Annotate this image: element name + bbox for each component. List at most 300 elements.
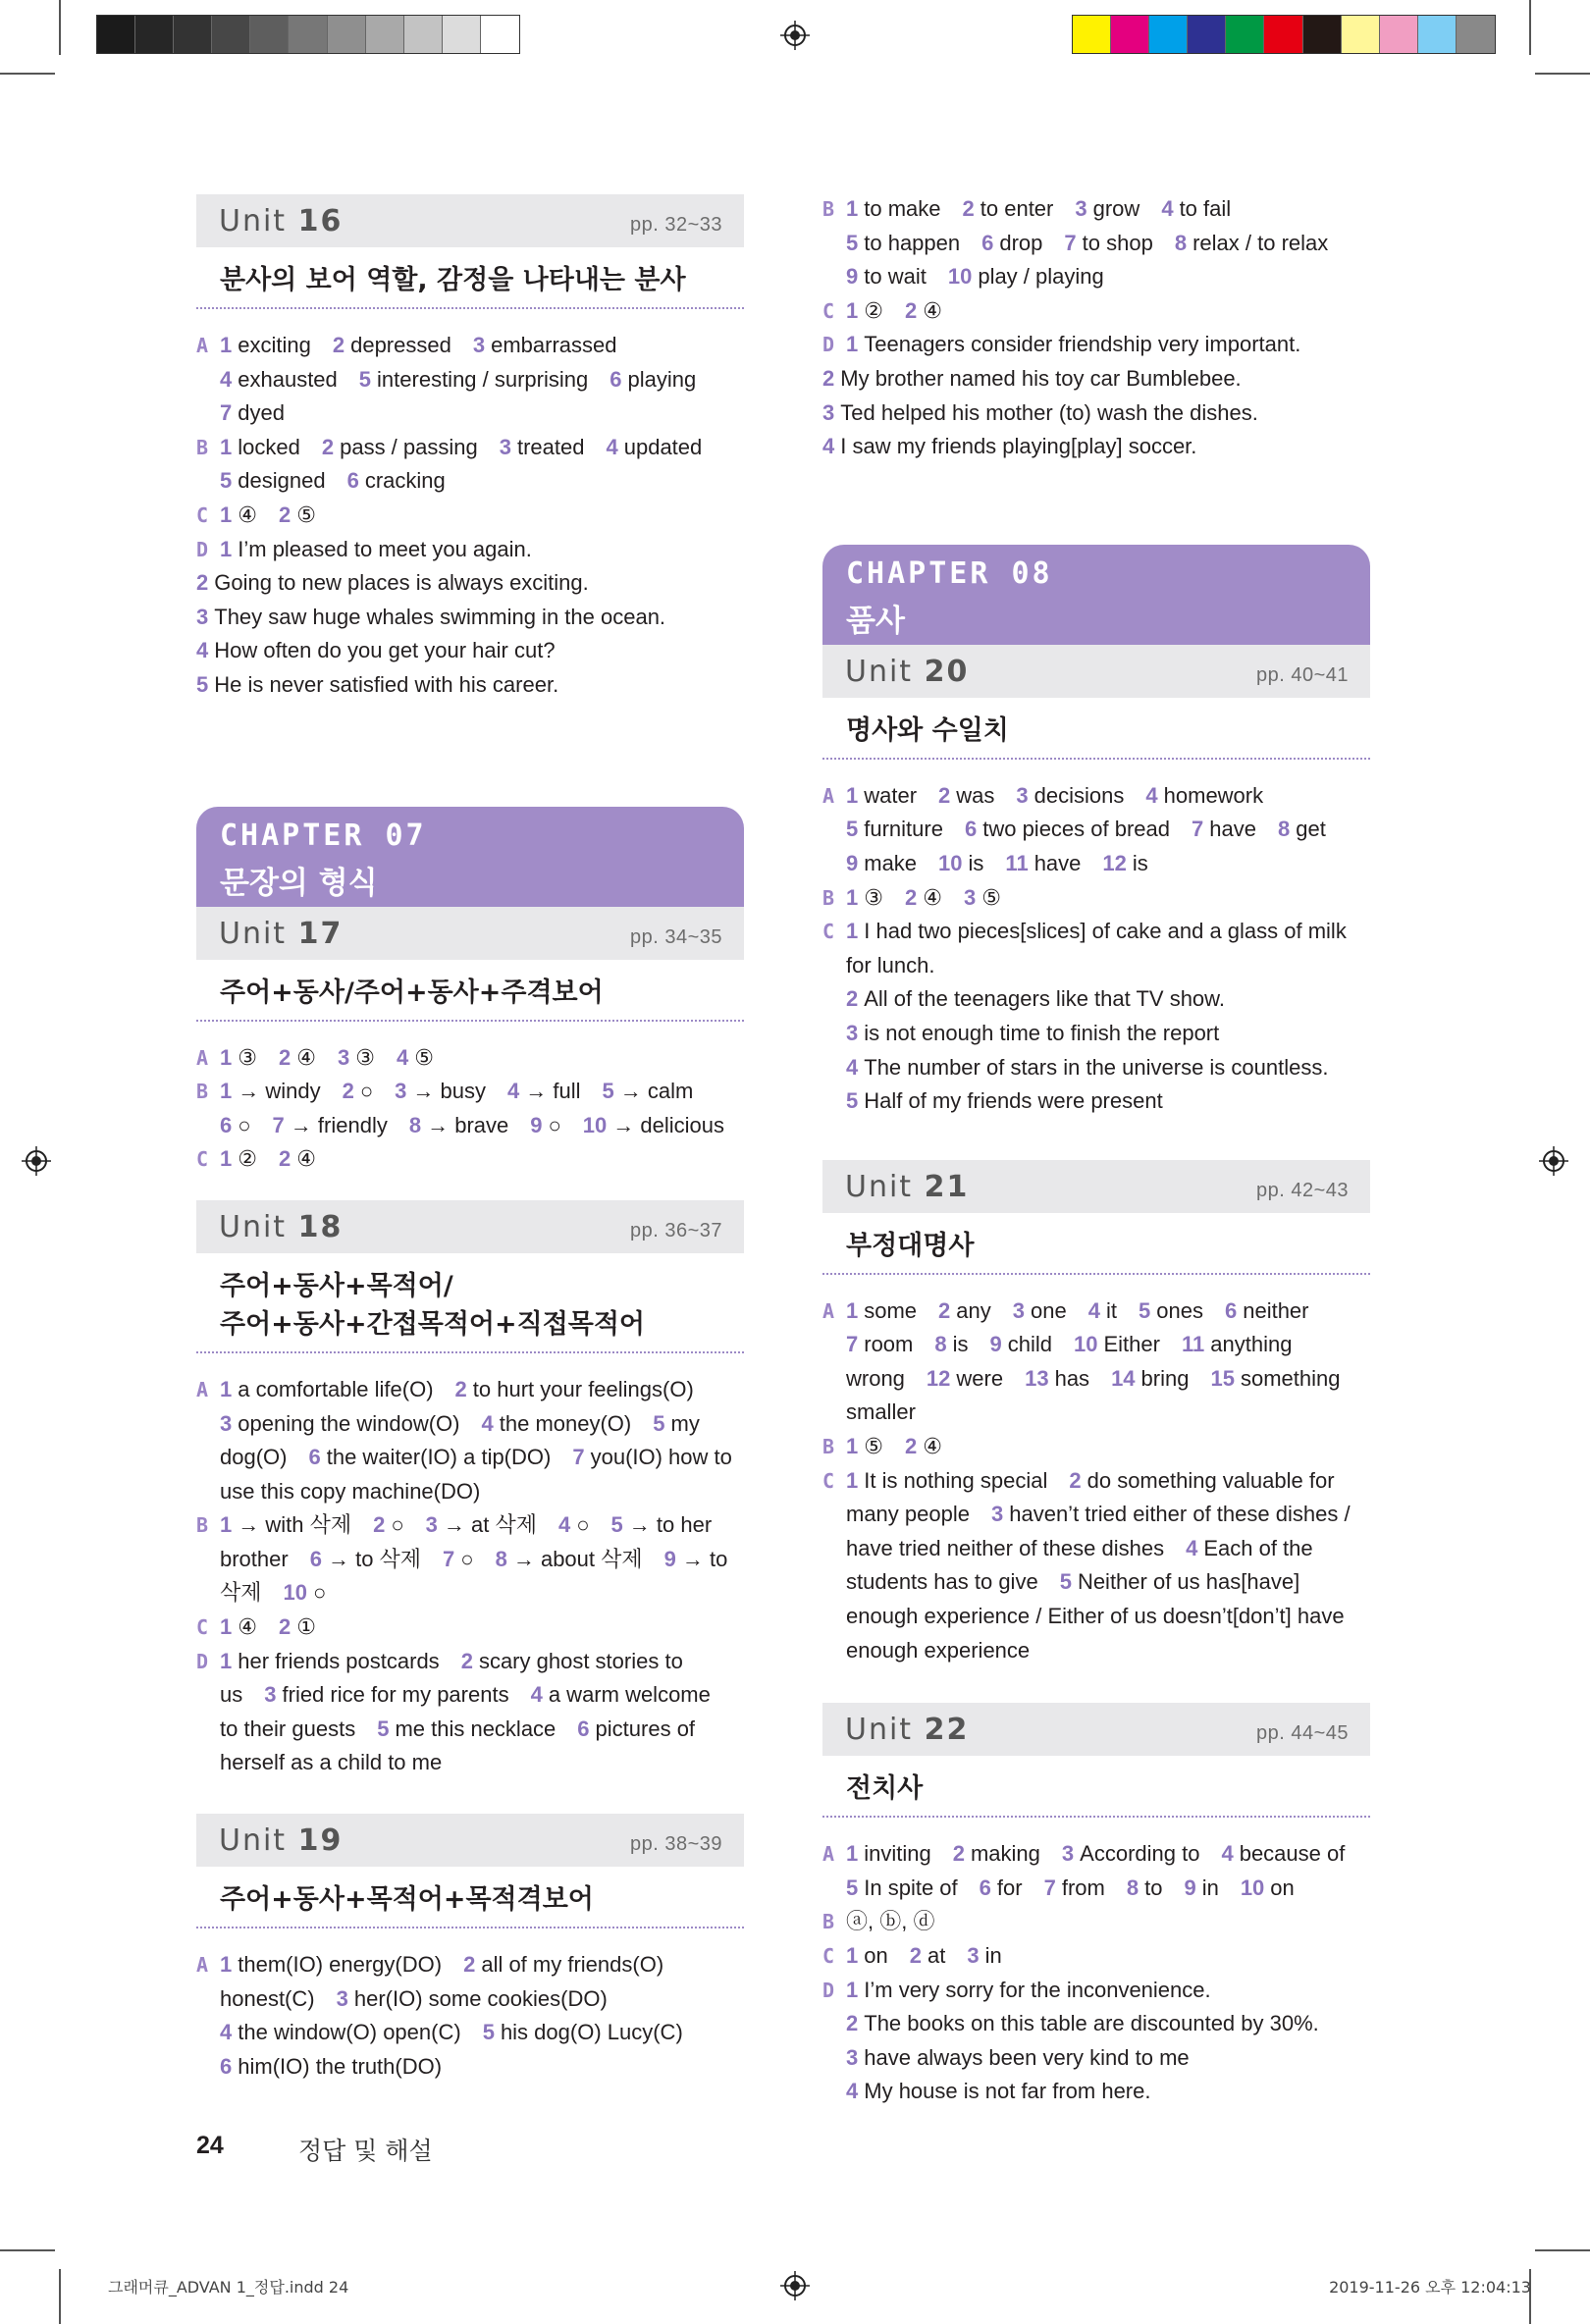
answer-text: make	[864, 850, 918, 875]
answer-item	[846, 2011, 1319, 2035]
answer-text: → with 삭제	[238, 1512, 352, 1538]
answer-item	[846, 851, 917, 875]
answer-number: 2	[342, 1079, 354, 1104]
answer-number: 2	[454, 1376, 467, 1401]
unit-label: Unit 19	[219, 1823, 344, 1859]
answer-text: is	[968, 850, 984, 875]
answer-text: were	[956, 1365, 1004, 1391]
answer-text: Each of the	[1203, 1535, 1313, 1560]
answer-text: in	[1201, 1875, 1219, 1900]
answer-number: 10	[947, 264, 973, 290]
answer-number: 10	[283, 1580, 307, 1606]
answer-row	[196, 2050, 744, 2085]
answer-item	[1005, 851, 1081, 875]
answer-text: ⑤	[864, 1434, 883, 1459]
answer-text: ⑤	[981, 884, 1001, 910]
unit-label: Unit 18	[219, 1209, 344, 1244]
answer-text: get	[1296, 817, 1326, 842]
answer-number: 12	[1102, 850, 1127, 875]
answer-number: 2	[1069, 1467, 1082, 1493]
answer-number: 6	[1224, 1297, 1238, 1323]
answer-row	[196, 464, 744, 499]
answer-text: I’m pleased to meet you again.	[238, 536, 532, 561]
answer-item	[938, 783, 994, 808]
answer-item	[333, 333, 451, 357]
answer-text: a warm welcome	[548, 1682, 711, 1708]
answer-text: smaller	[846, 1400, 916, 1425]
answer-item	[220, 435, 300, 459]
color-swatch	[366, 16, 404, 53]
answer-item	[905, 1434, 942, 1458]
answer-block	[196, 1373, 744, 1780]
answer-number: 5	[220, 468, 233, 494]
answer-item	[1127, 1875, 1163, 1900]
answer-number: 2	[196, 570, 209, 596]
answer-text: They saw huge whales swimming in the ocean.	[214, 604, 666, 629]
answer-row: B ⓐ, ⓑ, ⓓ	[822, 1909, 935, 1934]
answer-row	[822, 1600, 1370, 1634]
answer-text: → windy	[238, 1079, 321, 1104]
answer-text: ②	[864, 297, 883, 323]
answer-number: 5	[377, 1716, 390, 1741]
answer-item	[1221, 1841, 1345, 1866]
answer-item	[373, 1512, 404, 1537]
answer-text: I’m very sorry for the inconvenience.	[864, 1977, 1211, 2002]
answer-item	[991, 1502, 1351, 1526]
unit-title: 전치사	[846, 1773, 924, 1805]
answer-item	[284, 1580, 327, 1605]
answer-number: 7	[572, 1445, 585, 1470]
answer-item	[1102, 851, 1147, 875]
color-swatch	[1226, 16, 1264, 53]
answer-text: ④	[238, 1614, 257, 1640]
answer-number: 6	[309, 1546, 322, 1571]
answer-number: 1	[220, 1044, 233, 1070]
answer-number: 2	[962, 196, 975, 221]
answer-row	[196, 668, 744, 703]
answer-text: ○	[391, 1512, 404, 1538]
answer-number: 3	[1012, 1297, 1026, 1323]
answer-item	[558, 1512, 590, 1537]
answer-item	[846, 264, 927, 289]
answer-item	[1210, 1366, 1340, 1391]
answer-item	[846, 1298, 917, 1323]
answer-text: cracking	[364, 468, 446, 494]
answer-item	[220, 367, 338, 392]
answer-item	[220, 1113, 251, 1137]
unit-header	[822, 1703, 1370, 1756]
answer-number: 4	[557, 1512, 571, 1538]
answer-row	[196, 1543, 744, 1577]
unit-pages: pp. 38~39	[629, 1833, 722, 1856]
answer-text: drop	[999, 230, 1043, 255]
answer-item	[220, 1079, 321, 1103]
answer-text: relax / to relax	[1192, 230, 1329, 255]
answer-number: 7	[272, 1112, 285, 1137]
answer-row	[822, 2007, 1370, 2041]
answer-item	[846, 1332, 913, 1356]
answer-item	[461, 1649, 683, 1673]
answer-item	[846, 1088, 1163, 1113]
answer-block	[822, 779, 1370, 1119]
answer-block	[196, 1041, 744, 1177]
answer-item	[426, 1512, 537, 1537]
answer-item	[981, 231, 1042, 255]
answer-item	[463, 1952, 663, 1977]
answer-row	[822, 1532, 1370, 1566]
answer-text: Either	[1103, 1332, 1160, 1357]
answer-item	[846, 1943, 888, 1968]
answer-number: 3	[822, 399, 835, 425]
answer-number: 4	[507, 1079, 520, 1104]
answer-text: designed	[238, 468, 326, 494]
answer-item	[220, 1750, 442, 1774]
answer-item	[220, 1547, 289, 1571]
color-swatch	[289, 16, 327, 53]
answer-block	[822, 192, 1370, 464]
answer-item	[846, 1434, 883, 1458]
answer-row: B 1 → windy 2 ○ 3 → busy 4 → full 5 → calm	[196, 1079, 694, 1104]
answer-number: 3	[1016, 782, 1029, 808]
answer-number: 6	[979, 1875, 991, 1900]
answer-item	[990, 1332, 1053, 1356]
answer-item	[611, 1512, 713, 1537]
answer-item	[220, 1411, 460, 1436]
answer-number: 6	[308, 1445, 321, 1470]
crop-mark	[1535, 2249, 1590, 2251]
unit-22	[822, 1703, 1370, 2109]
answer-number: 3	[336, 1985, 348, 2011]
answer-text: haven’t tried either of these dishes /	[1009, 1502, 1351, 1527]
unit-20	[822, 645, 1370, 1119]
answer-item	[455, 1377, 694, 1401]
answer-number: 3	[499, 434, 511, 459]
answer-text: Going to new places is always exciting.	[214, 570, 589, 596]
answer-text: brother	[220, 1546, 289, 1571]
answer-text: me this necklace	[395, 1716, 556, 1741]
answer-item	[220, 1445, 287, 1469]
answer-number: 5	[1139, 1297, 1151, 1323]
answer-number: 9	[846, 264, 859, 290]
answer-row	[196, 1576, 744, 1611]
answer-row	[822, 1328, 1370, 1362]
answer-number: 8	[408, 1112, 422, 1137]
answer-item	[483, 2020, 683, 2044]
answer-item	[910, 1943, 946, 1968]
answer-number: 3	[1075, 196, 1087, 221]
answer-row	[196, 1746, 744, 1780]
answer-row: C 1 I had two pieces[slices] of cake and a glass of milk	[822, 919, 1347, 944]
unit-label: Unit 20	[845, 654, 970, 689]
color-swatch	[328, 16, 366, 53]
answer-number: 2	[278, 1044, 292, 1070]
answer-text: I had two pieces[slices] of cake and a glass of milk	[864, 919, 1347, 944]
answer-item	[846, 298, 883, 323]
answer-item	[443, 1547, 474, 1571]
unit-title: 주어+동사+목적어+목적격보어	[220, 1884, 594, 1916]
answer-number: 1	[220, 1079, 233, 1104]
answer-number: 7	[220, 400, 233, 426]
answer-item	[822, 366, 1242, 391]
answer-text: grow	[1092, 196, 1140, 221]
answer-item	[473, 333, 617, 357]
answer-item	[377, 1717, 556, 1741]
answer-number: 2	[846, 986, 859, 1012]
color-swatch	[1111, 16, 1149, 53]
answer-item	[343, 1079, 374, 1103]
color-swatch	[481, 16, 519, 53]
answer-number: 4	[220, 366, 233, 392]
answer-item	[220, 2054, 442, 2079]
answer-number: 7	[1064, 230, 1077, 255]
answer-item	[1241, 1875, 1295, 1900]
answer-number: 9	[530, 1112, 543, 1137]
answer-text: us	[220, 1682, 243, 1708]
unit-header	[196, 907, 744, 960]
unit-17	[196, 907, 744, 1177]
answer-item	[264, 1682, 508, 1707]
answer-text: making	[970, 1841, 1040, 1867]
answer-item	[196, 570, 589, 595]
answer-number: 3	[1061, 1841, 1075, 1867]
answer-item	[653, 1411, 700, 1436]
answer-item	[846, 1400, 916, 1424]
answer-row	[196, 566, 744, 601]
answer-item	[220, 1717, 355, 1741]
answer-number: 8	[1174, 230, 1188, 255]
chapter-title: 문장의 형식	[220, 865, 378, 901]
answer-row: C 1 ② 2 ④	[196, 1146, 316, 1172]
answer-item	[220, 1952, 442, 1977]
unit-pages: pp. 36~37	[629, 1219, 722, 1241]
answer-item	[1044, 1875, 1105, 1900]
answer-item	[846, 1502, 970, 1526]
answer-text: have	[1034, 850, 1082, 875]
unit-21	[822, 1160, 1370, 1668]
answer-text: ⑤	[414, 1044, 434, 1070]
answer-item	[496, 1547, 643, 1571]
answer-number: 7	[443, 1546, 455, 1571]
answer-text: do something valuable for	[1086, 1467, 1335, 1493]
answer-number: 5	[653, 1410, 665, 1436]
answer-row: A 1 them(IO) energy(DO) 2 all of my friends(O)	[196, 1952, 664, 1978]
answer-item	[279, 1045, 316, 1070]
answer-row: A 1 inviting 2 making 3 According to 4 because of	[822, 1841, 1346, 1867]
answer-item	[1161, 196, 1231, 221]
answer-item	[337, 1986, 608, 2011]
answer-item	[220, 1377, 434, 1401]
answer-number: 6	[964, 817, 978, 842]
answer-row: C 1 on 2 at 3 in	[822, 1943, 1002, 1968]
answer-number: 8	[934, 1332, 947, 1357]
answer-text: It is nothing special	[864, 1467, 1048, 1493]
answer-number: 4	[606, 434, 618, 459]
answer-text: → delicious	[612, 1112, 724, 1137]
answer-number: 3	[196, 604, 209, 629]
answer-text: something	[1240, 1365, 1341, 1391]
unit-label: Unit 21	[845, 1169, 970, 1204]
answer-row	[196, 1407, 744, 1442]
answer-number: 1	[846, 919, 859, 944]
answer-text: pictures of	[595, 1716, 696, 1741]
answer-row	[822, 1498, 1370, 1532]
answer-number: 1	[220, 1614, 233, 1640]
answer-text: I saw my friends playing[play] soccer.	[840, 434, 1197, 459]
answer-number: 10	[1074, 1332, 1098, 1357]
answer-row	[196, 2016, 744, 2050]
answer-item	[1088, 1298, 1117, 1323]
unit-pages: pp. 40~41	[1255, 663, 1349, 686]
answer-item	[603, 1079, 694, 1103]
answer-number: 9	[663, 1546, 676, 1571]
answer-number: 10	[1240, 1875, 1265, 1900]
answer-text: to happen	[864, 230, 961, 255]
answer-text: ①	[296, 1614, 316, 1640]
answer-row: B 1 ③ 2 ④ 3 ⑤	[822, 884, 1001, 910]
answer-item	[964, 885, 1001, 910]
answer-text: According to	[1080, 1841, 1200, 1867]
answer-text: ○	[238, 1112, 251, 1137]
answer-text: all of my friends(O)	[481, 1952, 664, 1978]
answer-text: have tried neither of these dishes	[846, 1535, 1165, 1560]
crop-mark	[0, 2249, 55, 2251]
answer-item	[822, 434, 1196, 458]
answer-item	[846, 817, 943, 841]
answer-number: 1	[220, 1376, 233, 1401]
answer-item	[531, 1682, 711, 1707]
file-slug: 그래머큐_ADVAN 1_정답.indd 24	[108, 2278, 349, 2297]
answer-item	[308, 1445, 551, 1469]
answer-text: In spite of	[864, 1875, 958, 1900]
answer-number: 4	[1161, 196, 1174, 221]
answer-text: water	[864, 782, 918, 808]
chapter-title: 품사	[846, 603, 905, 639]
answer-text: updated	[623, 434, 703, 459]
answer-number: 2	[938, 1297, 951, 1323]
color-swatch	[1457, 16, 1495, 53]
answer-number: 1	[846, 1977, 859, 2002]
answer-text: embarrassed	[491, 333, 617, 357]
answer-number: 2	[904, 884, 918, 910]
answer-item	[1025, 1366, 1089, 1391]
color-swatch	[1342, 16, 1380, 53]
answer-text: you(IO) how to	[590, 1445, 732, 1470]
answer-item	[846, 196, 941, 221]
answer-text: the window(O) open(C)	[238, 2020, 461, 2045]
answer-text: dog(O)	[220, 1445, 288, 1470]
answer-row: C 1 ② 2 ④	[822, 297, 942, 323]
answer-item	[1074, 1332, 1160, 1356]
unit-pages: pp. 44~45	[1255, 1722, 1349, 1745]
answer-number: 6	[577, 1716, 590, 1741]
answer-item	[846, 783, 917, 808]
answer-number: 5	[602, 1079, 614, 1104]
answer-text: play / playing	[978, 264, 1104, 290]
unit-pages: pp. 32~33	[629, 214, 722, 236]
answer-item	[577, 1717, 695, 1741]
color-swatch	[1149, 16, 1188, 53]
answer-item	[846, 1536, 1164, 1560]
answer-text: scary ghost stories to	[478, 1648, 683, 1673]
answer-text: his dog(O) Lucy(C)	[500, 2020, 683, 2045]
answer-number: 15	[1210, 1365, 1235, 1391]
answer-text: to make	[864, 196, 941, 221]
answer-item	[1060, 1569, 1300, 1594]
answer-item	[846, 2045, 1190, 2070]
answer-number: 3	[990, 1502, 1004, 1527]
answer-number: 4	[196, 638, 209, 663]
answer-row: C 1 It is nothing special 2 do something valuable for	[822, 1467, 1335, 1493]
answer-item	[980, 1875, 1023, 1900]
answer-row: D 1 Teenagers consider friendship very important.	[822, 332, 1301, 357]
answer-text: honest(C)	[220, 1985, 315, 2011]
answer-row	[822, 1565, 1370, 1600]
answer-item	[927, 1366, 1003, 1391]
answer-item	[1184, 1875, 1218, 1900]
answer-item	[196, 638, 556, 662]
answer-item	[409, 1113, 508, 1137]
answer-row	[822, 847, 1370, 881]
answer-text: depressed	[350, 333, 451, 357]
answer-text: ③	[238, 1044, 257, 1070]
answer-item	[530, 1113, 561, 1137]
answer-row	[822, 1051, 1370, 1085]
unit-15-continued	[822, 192, 1370, 464]
answer-number: 1	[220, 502, 233, 527]
answer-block	[196, 329, 744, 703]
answer-number: 1	[846, 332, 859, 357]
answer-row	[196, 1441, 744, 1475]
answer-number: 4	[846, 1054, 859, 1080]
color-swatch	[1264, 16, 1302, 53]
answer-item	[664, 1547, 728, 1571]
answer-item	[1186, 1536, 1313, 1560]
answer-item	[347, 468, 446, 493]
answer-text: two pieces of bread	[982, 817, 1170, 842]
answer-item	[220, 1614, 257, 1639]
answer-item	[310, 1547, 421, 1571]
answer-row	[822, 2075, 1370, 2109]
answer-text: → brave	[427, 1112, 509, 1137]
answer-item	[279, 1146, 316, 1171]
answer-row	[196, 1982, 744, 2017]
answer-text: ④	[296, 1044, 316, 1070]
answer-text: ○	[548, 1112, 561, 1137]
answer-item	[1225, 1298, 1309, 1323]
answer-number: 3	[220, 1410, 233, 1436]
color-swatch	[1188, 16, 1226, 53]
divider	[822, 1273, 1370, 1275]
answer-item	[572, 1445, 732, 1469]
answer-number: 3	[963, 884, 977, 910]
answer-block	[822, 1837, 1370, 2109]
answer-number: 2	[952, 1841, 965, 1867]
crop-mark	[1535, 73, 1590, 75]
answer-text: for	[996, 1875, 1023, 1900]
answer-item	[846, 885, 883, 910]
answer-item	[1175, 231, 1328, 255]
answer-item	[846, 332, 1300, 356]
answer-row: A 1 a comfortable life(O) 2 to hurt your feelings(O)	[196, 1376, 694, 1401]
answer-number: 2	[822, 365, 835, 391]
answer-item	[610, 367, 696, 392]
answer-text: ⑤	[296, 502, 316, 527]
answer-number: 1	[220, 333, 233, 357]
answer-row	[822, 396, 1370, 431]
registration-mark-icon	[1539, 1146, 1568, 1176]
answer-text: → at 삭제	[443, 1512, 537, 1538]
answer-text: is	[952, 1332, 969, 1357]
